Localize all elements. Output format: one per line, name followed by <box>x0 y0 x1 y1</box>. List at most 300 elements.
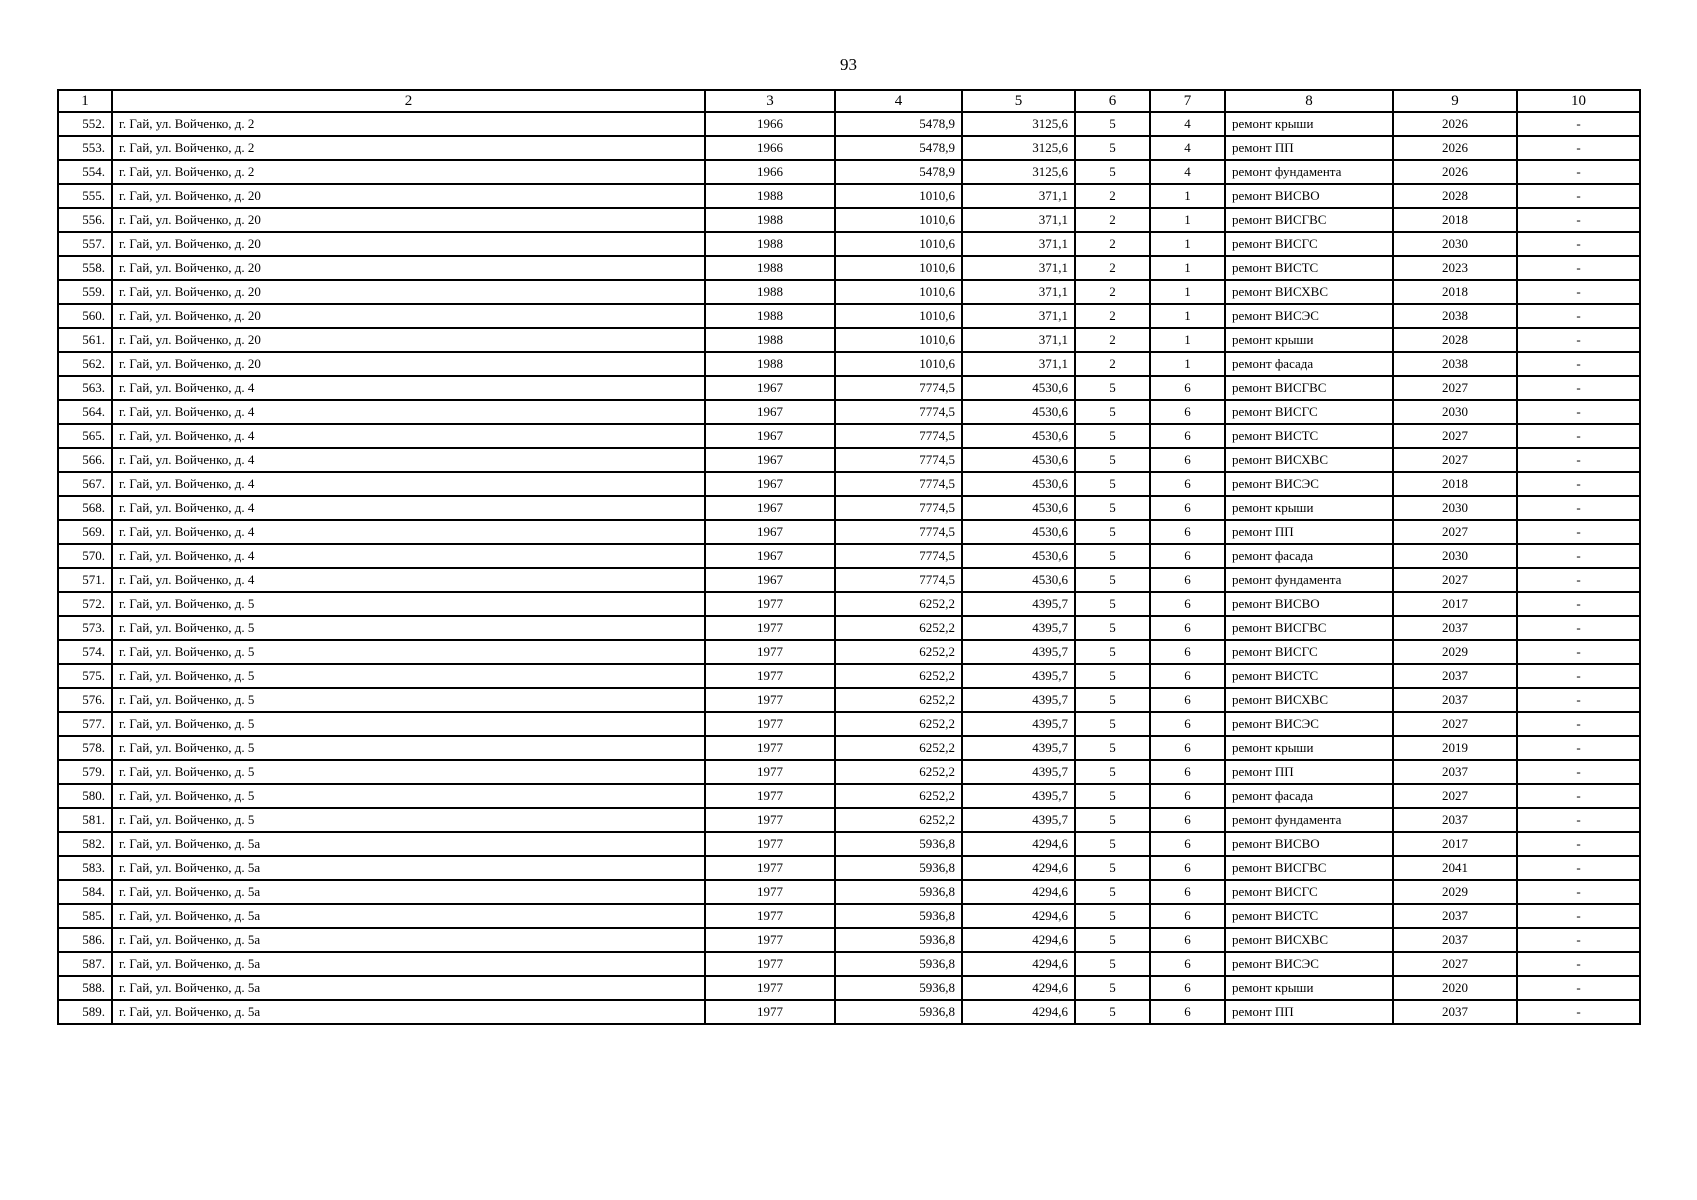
planned-year-cell: 2037 <box>1393 1000 1517 1024</box>
row-number-cell: 572. <box>58 592 112 616</box>
planned-year-cell: 2037 <box>1393 664 1517 688</box>
planned-year-cell: 2029 <box>1393 880 1517 904</box>
row-number-cell: 564. <box>58 400 112 424</box>
row-number-cell: 576. <box>58 688 112 712</box>
area-total-cell: 7774,5 <box>835 568 962 592</box>
row-number-cell: 575. <box>58 664 112 688</box>
entrances-cell: 6 <box>1150 832 1225 856</box>
table-row <box>58 568 1640 592</box>
year-cell: 1977 <box>705 928 835 952</box>
table-row <box>58 424 1640 448</box>
area-total-cell: 5936,8 <box>835 928 962 952</box>
planned-year-cell: 2023 <box>1393 256 1517 280</box>
area-living-cell: 4294,6 <box>962 832 1075 856</box>
floors-cell: 5 <box>1075 616 1150 640</box>
work-type-cell: ремонт ПП <box>1225 760 1393 784</box>
note-cell: - <box>1517 712 1640 736</box>
entrances-cell: 6 <box>1150 616 1225 640</box>
planned-year-cell: 2018 <box>1393 472 1517 496</box>
floors-cell: 5 <box>1075 856 1150 880</box>
year-cell: 1967 <box>705 520 835 544</box>
year-cell: 1966 <box>705 160 835 184</box>
table-row <box>58 160 1640 184</box>
row-number-cell: 582. <box>58 832 112 856</box>
column-header-7: 7 <box>1150 90 1225 112</box>
work-type-cell: ремонт ВИСГВС <box>1225 208 1393 232</box>
column-header-6: 6 <box>1075 90 1150 112</box>
row-number-cell: 558. <box>58 256 112 280</box>
area-total-cell: 1010,6 <box>835 328 962 352</box>
table-body <box>58 112 1640 1024</box>
table-row <box>58 112 1640 136</box>
planned-year-cell: 2020 <box>1393 976 1517 1000</box>
work-type-cell: ремонт ВИСГВС <box>1225 616 1393 640</box>
year-cell: 1977 <box>705 952 835 976</box>
area-total-cell: 7774,5 <box>835 496 962 520</box>
row-number-cell: 554. <box>58 160 112 184</box>
entrances-cell: 6 <box>1150 592 1225 616</box>
row-number-cell: 570. <box>58 544 112 568</box>
address-cell: г. Гай, ул. Войченко, д. 4 <box>112 496 705 520</box>
table-row <box>58 280 1640 304</box>
row-number-cell: 560. <box>58 304 112 328</box>
planned-year-cell: 2029 <box>1393 640 1517 664</box>
planned-year-cell: 2027 <box>1393 520 1517 544</box>
year-cell: 1977 <box>705 736 835 760</box>
table-row <box>58 856 1640 880</box>
year-cell: 1967 <box>705 544 835 568</box>
area-total-cell: 5936,8 <box>835 976 962 1000</box>
area-total-cell: 6252,2 <box>835 760 962 784</box>
area-total-cell: 6252,2 <box>835 688 962 712</box>
row-number-cell: 555. <box>58 184 112 208</box>
area-total-cell: 6252,2 <box>835 808 962 832</box>
work-type-cell: ремонт ВИСХВС <box>1225 448 1393 472</box>
work-type-cell: ремонт крыши <box>1225 328 1393 352</box>
entrances-cell: 6 <box>1150 400 1225 424</box>
planned-year-cell: 2037 <box>1393 904 1517 928</box>
table-row <box>58 136 1640 160</box>
work-type-cell: ремонт ВИСГС <box>1225 880 1393 904</box>
row-number-cell: 569. <box>58 520 112 544</box>
row-number-cell: 565. <box>58 424 112 448</box>
entrances-cell: 6 <box>1150 904 1225 928</box>
entrances-cell: 6 <box>1150 736 1225 760</box>
work-type-cell: ремонт фундамента <box>1225 808 1393 832</box>
row-number-cell: 571. <box>58 568 112 592</box>
row-number-cell: 584. <box>58 880 112 904</box>
area-living-cell: 3125,6 <box>962 112 1075 136</box>
entrances-cell: 6 <box>1150 568 1225 592</box>
work-type-cell: ремонт ВИСВО <box>1225 832 1393 856</box>
area-total-cell: 1010,6 <box>835 304 962 328</box>
planned-year-cell: 2018 <box>1393 208 1517 232</box>
address-cell: г. Гай, ул. Войченко, д. 5 <box>112 760 705 784</box>
planned-year-cell: 2030 <box>1393 232 1517 256</box>
year-cell: 1988 <box>705 184 835 208</box>
entrances-cell: 6 <box>1150 496 1225 520</box>
table-row <box>58 808 1640 832</box>
address-cell: г. Гай, ул. Войченко, д. 5а <box>112 1000 705 1024</box>
work-type-cell: ремонт фасада <box>1225 544 1393 568</box>
note-cell: - <box>1517 880 1640 904</box>
planned-year-cell: 2027 <box>1393 568 1517 592</box>
table-row <box>58 976 1640 1000</box>
area-living-cell: 4530,6 <box>962 400 1075 424</box>
planned-year-cell: 2027 <box>1393 712 1517 736</box>
table-row <box>58 688 1640 712</box>
area-total-cell: 6252,2 <box>835 592 962 616</box>
planned-year-cell: 2028 <box>1393 184 1517 208</box>
area-total-cell: 1010,6 <box>835 208 962 232</box>
floors-cell: 5 <box>1075 688 1150 712</box>
year-cell: 1966 <box>705 112 835 136</box>
entrances-cell: 6 <box>1150 544 1225 568</box>
address-cell: г. Гай, ул. Войченко, д. 5 <box>112 736 705 760</box>
planned-year-cell: 2027 <box>1393 784 1517 808</box>
entrances-cell: 6 <box>1150 856 1225 880</box>
area-total-cell: 6252,2 <box>835 712 962 736</box>
area-living-cell: 3125,6 <box>962 160 1075 184</box>
planned-year-cell: 2019 <box>1393 736 1517 760</box>
floors-cell: 5 <box>1075 736 1150 760</box>
floors-cell: 5 <box>1075 976 1150 1000</box>
address-cell: г. Гай, ул. Войченко, д. 20 <box>112 304 705 328</box>
address-cell: г. Гай, ул. Войченко, д. 20 <box>112 232 705 256</box>
row-number-cell: 561. <box>58 328 112 352</box>
entrances-cell: 6 <box>1150 1000 1225 1024</box>
row-number-cell: 559. <box>58 280 112 304</box>
address-cell: г. Гай, ул. Войченко, д. 2 <box>112 160 705 184</box>
area-living-cell: 371,1 <box>962 328 1075 352</box>
planned-year-cell: 2026 <box>1393 112 1517 136</box>
table-row <box>58 664 1640 688</box>
floors-cell: 5 <box>1075 472 1150 496</box>
planned-year-cell: 2038 <box>1393 352 1517 376</box>
table-row <box>58 712 1640 736</box>
entrances-cell: 6 <box>1150 976 1225 1000</box>
entrances-cell: 6 <box>1150 808 1225 832</box>
floors-cell: 2 <box>1075 280 1150 304</box>
row-number-cell: 581. <box>58 808 112 832</box>
floors-cell: 5 <box>1075 400 1150 424</box>
area-total-cell: 6252,2 <box>835 784 962 808</box>
row-number-cell: 567. <box>58 472 112 496</box>
table-row <box>58 304 1640 328</box>
area-living-cell: 4294,6 <box>962 904 1075 928</box>
address-cell: г. Гай, ул. Войченко, д. 20 <box>112 208 705 232</box>
year-cell: 1977 <box>705 688 835 712</box>
address-cell: г. Гай, ул. Войченко, д. 5 <box>112 808 705 832</box>
address-cell: г. Гай, ул. Войченко, д. 4 <box>112 400 705 424</box>
floors-cell: 5 <box>1075 568 1150 592</box>
area-total-cell: 7774,5 <box>835 520 962 544</box>
year-cell: 1988 <box>705 352 835 376</box>
table-row <box>58 616 1640 640</box>
floors-cell: 5 <box>1075 664 1150 688</box>
note-cell: - <box>1517 952 1640 976</box>
work-type-cell: ремонт ВИСХВС <box>1225 928 1393 952</box>
work-type-cell: ремонт крыши <box>1225 112 1393 136</box>
note-cell: - <box>1517 760 1640 784</box>
address-cell: г. Гай, ул. Войченко, д. 4 <box>112 424 705 448</box>
year-cell: 1967 <box>705 400 835 424</box>
entrances-cell: 1 <box>1150 232 1225 256</box>
area-living-cell: 371,1 <box>962 256 1075 280</box>
address-cell: г. Гай, ул. Войченко, д. 20 <box>112 328 705 352</box>
note-cell: - <box>1517 208 1640 232</box>
entrances-cell: 1 <box>1150 256 1225 280</box>
note-cell: - <box>1517 472 1640 496</box>
table-row <box>58 208 1640 232</box>
floors-cell: 2 <box>1075 232 1150 256</box>
address-cell: г. Гай, ул. Войченко, д. 20 <box>112 256 705 280</box>
floors-cell: 5 <box>1075 448 1150 472</box>
table-row <box>58 400 1640 424</box>
area-total-cell: 7774,5 <box>835 544 962 568</box>
work-type-cell: ремонт ВИСТС <box>1225 904 1393 928</box>
area-total-cell: 5936,8 <box>835 952 962 976</box>
area-total-cell: 5478,9 <box>835 136 962 160</box>
row-number-cell: 583. <box>58 856 112 880</box>
table-row <box>58 448 1640 472</box>
note-cell: - <box>1517 808 1640 832</box>
area-total-cell: 5936,8 <box>835 832 962 856</box>
work-type-cell: ремонт ПП <box>1225 1000 1393 1024</box>
area-total-cell: 5936,8 <box>835 856 962 880</box>
note-cell: - <box>1517 376 1640 400</box>
address-cell: г. Гай, ул. Войченко, д. 5а <box>112 880 705 904</box>
area-total-cell: 7774,5 <box>835 376 962 400</box>
row-number-cell: 578. <box>58 736 112 760</box>
work-type-cell: ремонт ВИСВО <box>1225 184 1393 208</box>
note-cell: - <box>1517 640 1640 664</box>
area-living-cell: 4530,6 <box>962 472 1075 496</box>
planned-year-cell: 2028 <box>1393 328 1517 352</box>
floors-cell: 5 <box>1075 952 1150 976</box>
entrances-cell: 6 <box>1150 688 1225 712</box>
table-row <box>58 784 1640 808</box>
area-living-cell: 4530,6 <box>962 568 1075 592</box>
note-cell: - <box>1517 280 1640 304</box>
work-type-cell: ремонт ВИСЭС <box>1225 472 1393 496</box>
floors-cell: 5 <box>1075 136 1150 160</box>
floors-cell: 5 <box>1075 784 1150 808</box>
planned-year-cell: 2037 <box>1393 928 1517 952</box>
area-total-cell: 7774,5 <box>835 448 962 472</box>
header-row <box>58 90 1640 112</box>
row-number-cell: 589. <box>58 1000 112 1024</box>
row-number-cell: 587. <box>58 952 112 976</box>
address-cell: г. Гай, ул. Войченко, д. 4 <box>112 376 705 400</box>
table-row <box>58 736 1640 760</box>
planned-year-cell: 2030 <box>1393 496 1517 520</box>
area-living-cell: 4395,7 <box>962 808 1075 832</box>
area-total-cell: 5478,9 <box>835 160 962 184</box>
note-cell: - <box>1517 496 1640 520</box>
floors-cell: 5 <box>1075 160 1150 184</box>
area-living-cell: 4530,6 <box>962 424 1075 448</box>
table-row <box>58 544 1640 568</box>
address-cell: г. Гай, ул. Войченко, д. 4 <box>112 472 705 496</box>
note-cell: - <box>1517 328 1640 352</box>
note-cell: - <box>1517 448 1640 472</box>
area-total-cell: 7774,5 <box>835 400 962 424</box>
year-cell: 1977 <box>705 856 835 880</box>
entrances-cell: 6 <box>1150 880 1225 904</box>
area-living-cell: 4395,7 <box>962 712 1075 736</box>
column-header-9: 9 <box>1393 90 1517 112</box>
address-cell: г. Гай, ул. Войченко, д. 5а <box>112 904 705 928</box>
floors-cell: 5 <box>1075 712 1150 736</box>
note-cell: - <box>1517 616 1640 640</box>
year-cell: 1977 <box>705 592 835 616</box>
work-type-cell: ремонт фундамента <box>1225 568 1393 592</box>
area-living-cell: 371,1 <box>962 352 1075 376</box>
note-cell: - <box>1517 160 1640 184</box>
floors-cell: 5 <box>1075 880 1150 904</box>
work-type-cell: ремонт ПП <box>1225 520 1393 544</box>
planned-year-cell: 2037 <box>1393 616 1517 640</box>
year-cell: 1977 <box>705 760 835 784</box>
row-number-cell: 579. <box>58 760 112 784</box>
floors-cell: 5 <box>1075 904 1150 928</box>
year-cell: 1966 <box>705 136 835 160</box>
address-cell: г. Гай, ул. Войченко, д. 2 <box>112 112 705 136</box>
entrances-cell: 6 <box>1150 664 1225 688</box>
entrances-cell: 4 <box>1150 160 1225 184</box>
note-cell: - <box>1517 928 1640 952</box>
area-total-cell: 5936,8 <box>835 880 962 904</box>
note-cell: - <box>1517 544 1640 568</box>
planned-year-cell: 2027 <box>1393 376 1517 400</box>
note-cell: - <box>1517 904 1640 928</box>
area-total-cell: 1010,6 <box>835 256 962 280</box>
row-number-cell: 580. <box>58 784 112 808</box>
note-cell: - <box>1517 256 1640 280</box>
row-number-cell: 577. <box>58 712 112 736</box>
row-number-cell: 563. <box>58 376 112 400</box>
entrances-cell: 6 <box>1150 784 1225 808</box>
table-row <box>58 640 1640 664</box>
note-cell: - <box>1517 784 1640 808</box>
year-cell: 1977 <box>705 808 835 832</box>
area-total-cell: 1010,6 <box>835 184 962 208</box>
address-cell: г. Гай, ул. Войченко, д. 5а <box>112 928 705 952</box>
row-number-cell: 588. <box>58 976 112 1000</box>
work-type-cell: ремонт ВИСГВС <box>1225 376 1393 400</box>
work-type-cell: ремонт фундамента <box>1225 160 1393 184</box>
row-number-cell: 573. <box>58 616 112 640</box>
note-cell: - <box>1517 832 1640 856</box>
year-cell: 1977 <box>705 664 835 688</box>
area-total-cell: 6252,2 <box>835 736 962 760</box>
note-cell: - <box>1517 736 1640 760</box>
table-row <box>58 520 1640 544</box>
year-cell: 1977 <box>705 1000 835 1024</box>
table-row <box>58 592 1640 616</box>
address-cell: г. Гай, ул. Войченко, д. 5 <box>112 664 705 688</box>
area-living-cell: 4530,6 <box>962 496 1075 520</box>
entrances-cell: 6 <box>1150 424 1225 448</box>
area-living-cell: 4530,6 <box>962 448 1075 472</box>
year-cell: 1988 <box>705 208 835 232</box>
area-living-cell: 4530,6 <box>962 376 1075 400</box>
address-cell: г. Гай, ул. Войченко, д. 4 <box>112 448 705 472</box>
address-cell: г. Гай, ул. Войченко, д. 5а <box>112 832 705 856</box>
row-number-cell: 562. <box>58 352 112 376</box>
address-cell: г. Гай, ул. Войченко, д. 5а <box>112 976 705 1000</box>
year-cell: 1977 <box>705 832 835 856</box>
year-cell: 1967 <box>705 376 835 400</box>
work-type-cell: ремонт крыши <box>1225 736 1393 760</box>
note-cell: - <box>1517 856 1640 880</box>
planned-year-cell: 2026 <box>1393 136 1517 160</box>
floors-cell: 5 <box>1075 928 1150 952</box>
floors-cell: 5 <box>1075 520 1150 544</box>
year-cell: 1967 <box>705 424 835 448</box>
work-type-cell: ремонт ВИСЭС <box>1225 952 1393 976</box>
column-header-8: 8 <box>1225 90 1393 112</box>
area-living-cell: 4294,6 <box>962 952 1075 976</box>
floors-cell: 5 <box>1075 808 1150 832</box>
area-total-cell: 5478,9 <box>835 112 962 136</box>
area-living-cell: 4530,6 <box>962 544 1075 568</box>
planned-year-cell: 2017 <box>1393 832 1517 856</box>
area-living-cell: 4294,6 <box>962 1000 1075 1024</box>
address-cell: г. Гай, ул. Войченко, д. 2 <box>112 136 705 160</box>
work-type-cell: ремонт ВИСГС <box>1225 400 1393 424</box>
row-number-cell: 557. <box>58 232 112 256</box>
entrances-cell: 6 <box>1150 640 1225 664</box>
area-living-cell: 4395,7 <box>962 736 1075 760</box>
work-type-cell: ремонт ВИСТС <box>1225 424 1393 448</box>
year-cell: 1977 <box>705 616 835 640</box>
area-total-cell: 6252,2 <box>835 664 962 688</box>
area-living-cell: 4395,7 <box>962 592 1075 616</box>
planned-year-cell: 2027 <box>1393 424 1517 448</box>
column-header-3: 3 <box>705 90 835 112</box>
floors-cell: 5 <box>1075 1000 1150 1024</box>
planned-year-cell: 2038 <box>1393 304 1517 328</box>
entrances-cell: 6 <box>1150 376 1225 400</box>
entrances-cell: 1 <box>1150 208 1225 232</box>
column-header-5: 5 <box>962 90 1075 112</box>
note-cell: - <box>1517 976 1640 1000</box>
entrances-cell: 1 <box>1150 328 1225 352</box>
floors-cell: 2 <box>1075 328 1150 352</box>
note-cell: - <box>1517 184 1640 208</box>
work-type-cell: ремонт ПП <box>1225 136 1393 160</box>
entrances-cell: 6 <box>1150 952 1225 976</box>
address-cell: г. Гай, ул. Войченко, д. 5 <box>112 616 705 640</box>
note-cell: - <box>1517 520 1640 544</box>
row-number-cell: 553. <box>58 136 112 160</box>
planned-year-cell: 2027 <box>1393 448 1517 472</box>
floors-cell: 2 <box>1075 184 1150 208</box>
table-row <box>58 328 1640 352</box>
floors-cell: 5 <box>1075 112 1150 136</box>
year-cell: 1988 <box>705 304 835 328</box>
year-cell: 1988 <box>705 280 835 304</box>
entrances-cell: 6 <box>1150 472 1225 496</box>
entrances-cell: 4 <box>1150 136 1225 160</box>
table-row <box>58 832 1640 856</box>
area-total-cell: 5936,8 <box>835 1000 962 1024</box>
area-living-cell: 4395,7 <box>962 616 1075 640</box>
table-row <box>58 376 1640 400</box>
work-type-cell: ремонт ВИСХВС <box>1225 688 1393 712</box>
